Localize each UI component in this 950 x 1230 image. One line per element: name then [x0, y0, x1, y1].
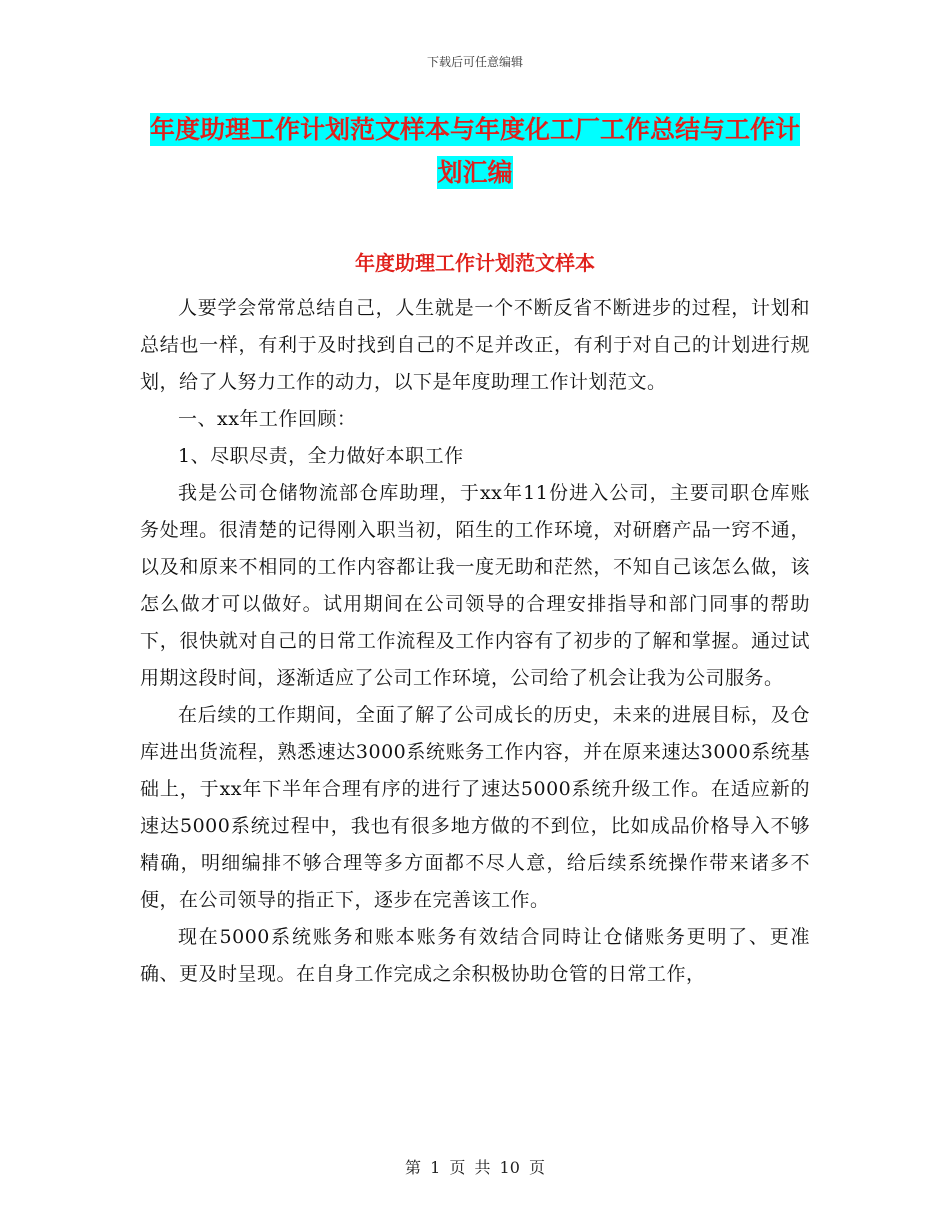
document-title-highlight: 年度助理工作计划范文样本与年度化工厂工作总结与工作计划汇编 [149, 115, 800, 187]
paragraph-heading-review: 一、xx年工作回顾： [178, 408, 357, 430]
paragraph-role: 我是公司仓储物流部仓库助理，于xx年11份进入公司，主要司职仓库账务处理。很清楚的记得刚入职当初，陌生的工作环境，对研磨产品一窍不通，以及和原来不相同的工作内容都让我一度无助和茫然，不知自己该怎么做，该怎么做才可以做好。试用期间在公司领导的合理安排指导和部门同事的帮助下，很快就对自己的日常工作流程及工作内容有了初步的了解和掌握。通过试用期这段时间，逐渐适应了公司工作环境，公司给了机会让我为公司服务。 [140, 482, 810, 689]
document-title [140, 108, 810, 194]
document-body [140, 290, 810, 993]
page-footer-pagination: 第 1 页 共 10 页 [405, 1158, 545, 1177]
page-header-note: 下载后可任意编辑 [426, 55, 523, 69]
paragraph-intro: 人要学会常常总结自己，人生就是一个不断反省不断进步的过程，计划和总结也一样，有利于及时找到自己的不足并改正，有利于对自己的计划进行规划，给了人努力工作的动力，以下是年度助理工作计划范文。 [140, 297, 810, 393]
section-title: 年度助理工作计划范文样本 [355, 251, 595, 275]
paragraph-current-status: 现在5000系统账务和账本账务有效结合同時让仓储账务更明了、更准确、更及时呈现。在自身工作完成之余积极协助仓管的日常工作， [140, 926, 810, 985]
paragraph-system-upgrade: 在后续的工作期间，全面了解了公司成长的历史，未来的进展目标，及仓库进出货流程，熟悉速达3000系统账务工作内容，并在原来速达3000系统基础上，于xx年下半年合理有序的进行了速达5000系统升级工作。在适应新的速达5000系统过程中，我也有很多地方做的不到位，比如成品价格导入不够精确，明细编排不够合理等多方面都不尽人意，给后续系统操作带来诸多不便，在公司领导的指正下，逐步在完善该工作。 [140, 704, 810, 911]
paragraph-subheading-duty: 1、尽职尽责，全力做好本职工作 [178, 445, 464, 467]
